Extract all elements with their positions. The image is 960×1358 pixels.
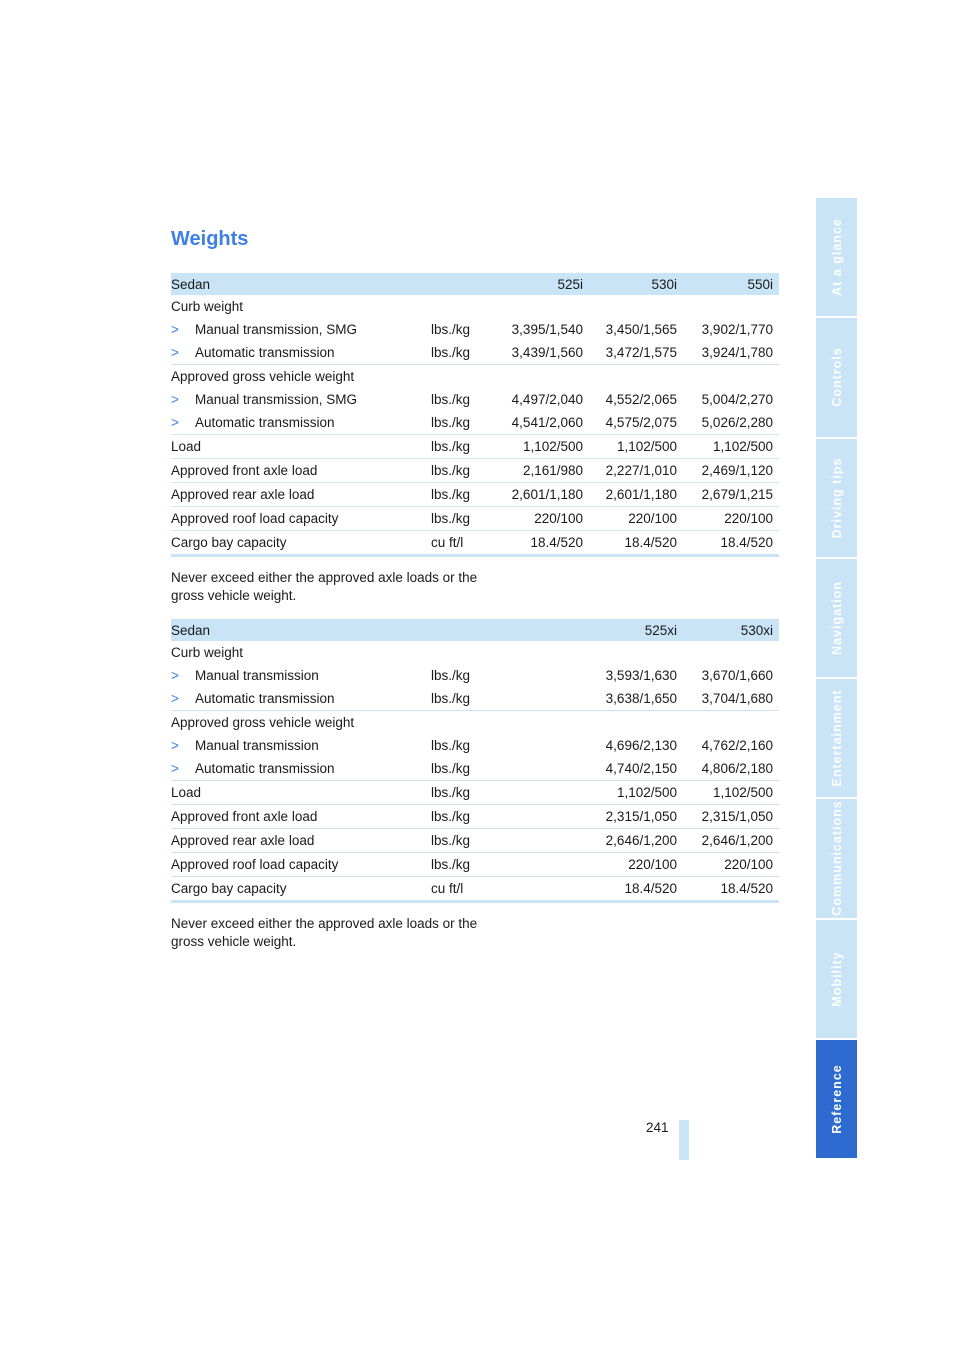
table-row (171, 435, 779, 459)
unit-cell: lbs./kg (431, 738, 471, 753)
value-cell: 220/100 (683, 853, 779, 877)
list-arrow-icon: > (171, 738, 179, 753)
chapter-tab-entertainment[interactable] (816, 679, 857, 799)
value-cell: 18.4/520 (683, 877, 779, 902)
column-header (431, 619, 495, 641)
value-cell: 1,102/500 (589, 435, 683, 459)
row-label: Approved roof load capacity (171, 857, 339, 872)
table-row (171, 805, 779, 829)
row-label-cell (171, 295, 431, 318)
chapter-tab-navigation[interactable] (816, 559, 857, 679)
row-label: Cargo bay capacity (171, 535, 287, 550)
table-row (171, 507, 779, 531)
table-row (171, 829, 779, 853)
row-label: Cargo bay capacity (171, 881, 287, 896)
page-number: 241 (646, 1120, 669, 1135)
list-arrow-icon: > (171, 415, 179, 430)
value-cell: 2,601/1,180 (589, 483, 683, 507)
value-cell (683, 641, 779, 664)
row-label: Approved front axle load (171, 463, 318, 478)
table-row (171, 388, 779, 411)
value-cell (683, 365, 779, 389)
value-cell: 3,902/1,770 (701, 322, 773, 337)
table-row (171, 365, 779, 389)
value-cell: 3,593/1,630 (605, 668, 677, 683)
value-cell: 220/100 (589, 507, 683, 531)
value-cell: 220/100 (589, 853, 683, 877)
weights-table-sedan (171, 273, 779, 557)
row-label-cell (171, 483, 431, 507)
row-label-cell (171, 687, 431, 711)
row-label-cell (171, 877, 431, 902)
page-title: Weights (171, 228, 249, 250)
row-label: Load (171, 785, 202, 800)
chapter-tab-label: Entertainment (829, 689, 844, 787)
row-label: Approved gross vehicle weight (171, 369, 355, 384)
list-arrow-icon: > (171, 322, 179, 337)
row-label-cell (171, 507, 431, 531)
value-cell: 5,004/2,270 (701, 392, 773, 407)
table-row (171, 531, 779, 556)
row-label: Approved rear axle load (171, 833, 315, 848)
table-row (171, 853, 779, 877)
value-cell: 4,575/2,075 (589, 411, 683, 435)
value-cell (589, 641, 683, 664)
table-row (171, 781, 779, 805)
column-header: Sedan (171, 273, 431, 295)
row-label-cell (171, 664, 431, 687)
chapter-tab-label: Driving tips (829, 457, 844, 539)
row-label: Manual transmission (195, 738, 319, 753)
value-cell: 4,552/2,065 (605, 392, 677, 407)
unit-cell: lbs./kg (431, 805, 495, 829)
unit-cell (431, 641, 495, 664)
row-label-cell (171, 435, 431, 459)
value-cell: 4,541/2,060 (495, 411, 589, 435)
unit-cell (431, 365, 495, 389)
value-cell: 1,102/500 (683, 781, 779, 805)
value-cell: 4,497/2,040 (511, 392, 583, 407)
value-cell: 5,026/2,280 (683, 411, 779, 435)
value-cell (495, 781, 589, 805)
unit-cell (431, 295, 495, 318)
row-label: Approved roof load capacity (171, 511, 339, 526)
row-label: Automatic transmission (195, 761, 335, 776)
value-cell: 2,161/980 (495, 459, 589, 483)
value-cell (495, 829, 589, 853)
row-label: Approved rear axle load (171, 487, 315, 502)
unit-cell (431, 711, 495, 735)
value-cell: 220/100 (495, 507, 589, 531)
weight-note: Never exceed either the approved axle loads or the gross vehicle weight. (171, 570, 478, 603)
value-cell (495, 664, 589, 687)
value-cell: 220/100 (683, 507, 779, 531)
weights-table-sedan-xi (171, 619, 779, 903)
value-cell: 18.4/520 (495, 531, 589, 556)
table-row (171, 341, 779, 365)
unit-cell: lbs./kg (431, 459, 495, 483)
value-cell: 2,646/1,200 (589, 829, 683, 853)
row-label: Manual transmission (195, 668, 319, 683)
value-cell (495, 757, 589, 781)
chapter-tab-label: Communications (829, 800, 844, 917)
table-row (171, 734, 779, 757)
value-cell: 2,601/1,180 (495, 483, 589, 507)
value-cell: 3,924/1,780 (683, 341, 779, 365)
row-label-cell (171, 459, 431, 483)
value-cell (495, 365, 589, 389)
table-row (171, 295, 779, 318)
column-header (431, 273, 495, 295)
value-cell: 2,679/1,215 (683, 483, 779, 507)
unit-cell: lbs./kg (431, 781, 495, 805)
value-cell: 3,704/1,680 (683, 687, 779, 711)
chapter-tab-communications[interactable] (816, 799, 857, 919)
row-label-cell (171, 853, 431, 877)
value-cell: 2,227/1,010 (589, 459, 683, 483)
unit-cell: lbs./kg (431, 853, 495, 877)
value-cell: 3,670/1,660 (701, 668, 773, 683)
row-label-cell (171, 341, 431, 365)
value-cell (495, 295, 589, 318)
row-label-cell (171, 531, 431, 556)
unit-cell: cu ft/l (431, 531, 495, 556)
value-cell: 18.4/520 (589, 531, 683, 556)
list-arrow-icon: > (171, 392, 179, 407)
row-label-cell (171, 411, 431, 435)
value-cell: 1,102/500 (495, 435, 589, 459)
value-cell (495, 641, 589, 664)
unit-cell: lbs./kg (431, 435, 495, 459)
list-arrow-icon: > (171, 761, 179, 776)
value-cell (589, 711, 683, 735)
unit-cell: lbs./kg (431, 757, 495, 781)
value-cell: 3,638/1,650 (589, 687, 683, 711)
value-cell: 4,762/2,160 (701, 738, 773, 753)
value-cell (495, 853, 589, 877)
table-row (171, 641, 779, 664)
row-label-cell (171, 388, 431, 411)
chapter-tab-label: Controls (829, 347, 844, 408)
column-header: Sedan (171, 619, 431, 641)
value-cell (589, 295, 683, 318)
chapter-tab-at-a-glance[interactable] (816, 198, 857, 318)
table-header (171, 619, 779, 641)
list-arrow-icon: > (171, 345, 179, 360)
unit-cell: lbs./kg (431, 322, 471, 337)
unit-cell: lbs./kg (431, 829, 495, 853)
list-arrow-icon: > (171, 691, 179, 706)
value-cell: 2,646/1,200 (683, 829, 779, 853)
value-cell: 1,102/500 (683, 435, 779, 459)
value-cell: 3,450/1,565 (605, 322, 677, 337)
weight-note: Never exceed either the approved axle loads or the gross vehicle weight. (171, 916, 478, 949)
table-row (171, 411, 779, 435)
row-label-cell (171, 318, 431, 341)
value-cell: 4,740/2,150 (589, 757, 683, 781)
value-cell: 1,102/500 (589, 781, 683, 805)
value-cell: 3,472/1,575 (589, 341, 683, 365)
row-label-cell (171, 641, 431, 664)
value-cell: 3,395/1,540 (511, 322, 583, 337)
row-label: Curb weight (171, 645, 244, 660)
row-label-cell (171, 757, 431, 781)
column-header: 525i (495, 273, 589, 295)
row-label: Automatic transmission (195, 345, 335, 360)
row-label: Manual transmission, SMG (195, 322, 358, 337)
value-cell: 2,315/1,050 (683, 805, 779, 829)
value-cell: 4,806/2,180 (683, 757, 779, 781)
chapter-tab-controls[interactable] (816, 318, 857, 438)
table-row (171, 318, 779, 341)
row-label-cell (171, 734, 431, 757)
table-row (171, 664, 779, 687)
value-cell (495, 687, 589, 711)
table-row (171, 877, 779, 902)
value-cell (495, 711, 589, 735)
row-label-cell (171, 365, 431, 389)
value-cell: 2,469/1,120 (683, 459, 779, 483)
value-cell: 18.4/520 (683, 531, 779, 556)
chapter-tab-reference[interactable] (816, 1040, 857, 1160)
page-number-bar (679, 1120, 689, 1160)
row-label: Approved front axle load (171, 809, 318, 824)
value-cell (495, 805, 589, 829)
value-cell (495, 877, 589, 902)
row-label-cell (171, 805, 431, 829)
value-cell: 4,696/2,130 (605, 738, 677, 753)
unit-cell: lbs./kg (431, 411, 495, 435)
unit-cell: cu ft/l (431, 877, 495, 902)
table-row (171, 459, 779, 483)
chapter-tab-driving-tips[interactable] (816, 439, 857, 559)
column-header (495, 619, 589, 641)
chapter-tab-label: Navigation (829, 580, 844, 655)
row-label: Automatic transmission (195, 691, 335, 706)
row-label-cell (171, 711, 431, 735)
table-row (171, 757, 779, 781)
column-header: 525xi (589, 619, 683, 641)
list-arrow-icon: > (171, 668, 179, 683)
unit-cell: lbs./kg (431, 483, 495, 507)
unit-cell: lbs./kg (431, 341, 495, 365)
chapter-tab-label: Mobility (829, 951, 844, 1007)
value-cell (495, 734, 589, 757)
unit-cell: lbs./kg (431, 507, 495, 531)
row-label: Curb weight (171, 299, 244, 314)
row-label: Load (171, 439, 202, 454)
value-cell: 3,439/1,560 (495, 341, 589, 365)
row-label-cell (171, 829, 431, 853)
row-label: Manual transmission, SMG (195, 392, 358, 407)
value-cell: 2,315/1,050 (589, 805, 683, 829)
chapter-tabs (816, 198, 857, 1160)
value-cell (683, 711, 779, 735)
value-cell (589, 365, 683, 389)
table-row (171, 483, 779, 507)
column-header: 530xi (683, 619, 779, 641)
unit-cell: lbs./kg (431, 392, 471, 407)
table-row (171, 687, 779, 711)
chapter-tab-label: At a glance (829, 218, 844, 296)
value-cell (683, 295, 779, 318)
table-header (171, 273, 779, 295)
unit-cell: lbs./kg (431, 687, 495, 711)
column-header: 550i (683, 273, 779, 295)
table-row (171, 711, 779, 735)
row-label: Automatic transmission (195, 415, 335, 430)
row-label-cell (171, 781, 431, 805)
value-cell: 18.4/520 (589, 877, 683, 902)
unit-cell: lbs./kg (431, 668, 471, 683)
chapter-tab-mobility[interactable] (816, 920, 857, 1040)
row-label: Approved gross vehicle weight (171, 715, 355, 730)
chapter-tab-label: Reference (829, 1064, 844, 1134)
column-header: 530i (589, 273, 683, 295)
